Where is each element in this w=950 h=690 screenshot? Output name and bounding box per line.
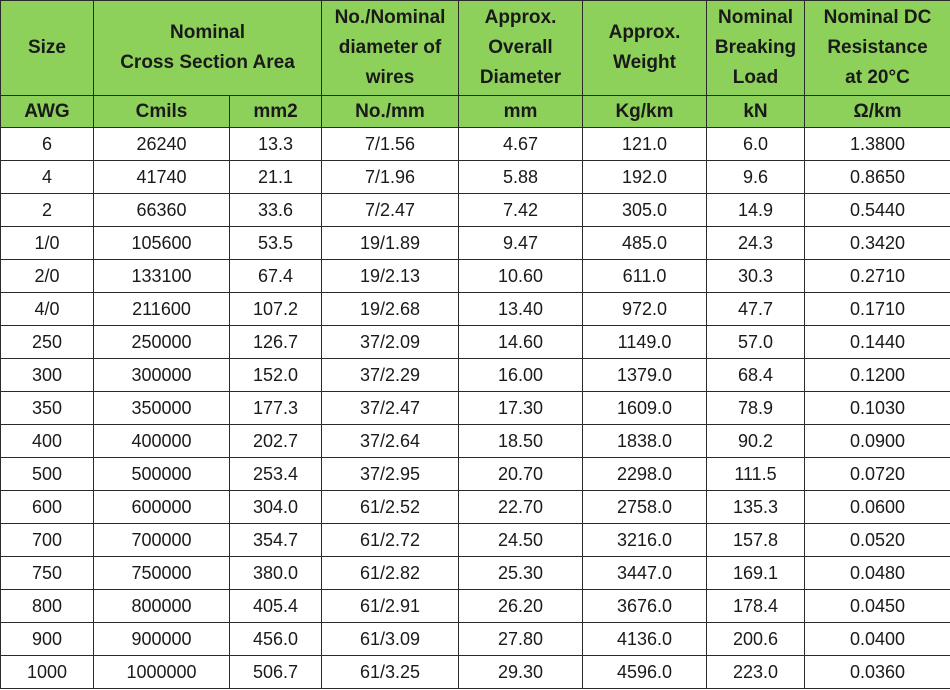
header-diameter-line-2: Overall [488,37,553,58]
cell-resistance: 0.0520 [805,524,950,557]
header-breaking-load [707,1,805,96]
cell-breaking-load: 47.7 [707,293,805,326]
table-row [1,227,950,260]
table-row [1,359,950,392]
cell-wires: 37/2.64 [322,425,459,458]
cell-size: 4 [1,161,94,194]
units-row [1,96,950,128]
cell-size: 1000 [1,656,94,689]
unit-ohm-km: Ω/km [805,96,950,128]
header-diameter-line-1: Approx. [484,7,557,28]
cell-weight: 4596.0 [583,656,707,689]
cell-diameter: 4.67 [459,128,583,161]
cell-cmils: 1000000 [94,656,230,689]
cell-cmils: 900000 [94,623,230,656]
cell-resistance: 0.8650 [805,161,950,194]
cell-wires: 19/2.13 [322,260,459,293]
cell-mm2: 380.0 [230,557,322,590]
table-row [1,524,950,557]
table-row [1,491,950,524]
cell-breaking-load: 24.3 [707,227,805,260]
header-resistance-line-2: Resistance [827,37,928,58]
cell-wires: 61/2.52 [322,491,459,524]
header-load-line-1: Nominal [718,7,793,28]
cell-resistance: 0.0360 [805,656,950,689]
cell-breaking-load: 57.0 [707,326,805,359]
header-cross-section-area [94,1,322,96]
cell-wires: 19/2.68 [322,293,459,326]
cell-diameter: 5.88 [459,161,583,194]
cell-breaking-load: 14.9 [707,194,805,227]
cell-breaking-load: 178.4 [707,590,805,623]
cell-cmils: 350000 [94,392,230,425]
cell-cmils: 250000 [94,326,230,359]
cell-size: 6 [1,128,94,161]
cell-mm2: 177.3 [230,392,322,425]
cell-breaking-load: 223.0 [707,656,805,689]
cell-mm2: 13.3 [230,128,322,161]
cell-weight: 3676.0 [583,590,707,623]
cell-breaking-load: 78.9 [707,392,805,425]
header-load-line-3: Load [732,67,779,88]
table-row [1,590,950,623]
table-row [1,656,950,689]
cell-size: 300 [1,359,94,392]
table-body [1,128,950,689]
cell-diameter: 7.42 [459,194,583,227]
cell-weight: 305.0 [583,194,707,227]
cell-breaking-load: 200.6 [707,623,805,656]
cell-wires: 61/2.72 [322,524,459,557]
cell-cmils: 800000 [94,590,230,623]
cell-diameter: 25.30 [459,557,583,590]
cell-size: 400 [1,425,94,458]
cell-resistance: 0.0600 [805,491,950,524]
header-wires-line-1: No./Nominal [334,7,446,28]
cell-wires: 37/2.47 [322,392,459,425]
cell-weight: 485.0 [583,227,707,260]
cell-wires: 37/2.95 [322,458,459,491]
cell-breaking-load: 169.1 [707,557,805,590]
cell-diameter: 13.40 [459,293,583,326]
cell-size: 700 [1,524,94,557]
table-row [1,161,950,194]
cell-mm2: 152.0 [230,359,322,392]
header-size-label: Size [27,37,67,58]
cell-diameter: 27.80 [459,623,583,656]
cell-cmils: 211600 [94,293,230,326]
cell-mm2: 253.4 [230,458,322,491]
cell-mm2: 354.7 [230,524,322,557]
cell-resistance: 0.1710 [805,293,950,326]
cell-size: 500 [1,458,94,491]
cell-mm2: 33.6 [230,194,322,227]
table-row [1,128,950,161]
cell-breaking-load: 90.2 [707,425,805,458]
table-row [1,326,950,359]
cell-weight: 3447.0 [583,557,707,590]
unit-kg-km: Kg/km [583,96,707,128]
cell-resistance: 0.1440 [805,326,950,359]
cell-wires: 7/1.96 [322,161,459,194]
cell-mm2: 107.2 [230,293,322,326]
cell-mm2: 202.7 [230,425,322,458]
cell-resistance: 0.5440 [805,194,950,227]
table-row [1,425,950,458]
cell-size: 750 [1,557,94,590]
cell-diameter: 17.30 [459,392,583,425]
table-row [1,194,950,227]
cell-size: 800 [1,590,94,623]
cell-weight: 611.0 [583,260,707,293]
header-diameter [459,1,583,96]
cell-resistance: 0.0720 [805,458,950,491]
cell-wires: 61/3.25 [322,656,459,689]
cell-mm2: 506.7 [230,656,322,689]
cell-diameter: 16.00 [459,359,583,392]
cell-diameter: 24.50 [459,524,583,557]
cell-cmils: 750000 [94,557,230,590]
cell-diameter: 26.20 [459,590,583,623]
cell-wires: 7/2.47 [322,194,459,227]
cell-wires: 7/1.56 [322,128,459,161]
cell-weight: 1838.0 [583,425,707,458]
cell-size: 1/0 [1,227,94,260]
cell-diameter: 9.47 [459,227,583,260]
unit-awg: AWG [1,96,94,128]
table-row [1,623,950,656]
cell-cmils: 700000 [94,524,230,557]
unit-kn: kN [707,96,805,128]
cell-breaking-load: 111.5 [707,458,805,491]
cell-cmils: 300000 [94,359,230,392]
cell-cmils: 41740 [94,161,230,194]
header-resistance [805,1,950,96]
table-row [1,557,950,590]
header-resistance-line-1: Nominal DC [823,7,932,28]
header-diameter-line-3: Diameter [479,67,562,88]
cell-mm2: 21.1 [230,161,322,194]
header-area-line-2: Cross Section Area [120,52,295,73]
header-size [1,1,94,96]
cell-breaking-load: 6.0 [707,128,805,161]
cell-breaking-load: 30.3 [707,260,805,293]
unit-cmils: Cmils [94,96,230,128]
cell-weight: 3216.0 [583,524,707,557]
header-row [1,1,950,96]
table-row [1,260,950,293]
table-row [1,293,950,326]
header-weight-line-1: Approx. [608,22,681,43]
table-row [1,392,950,425]
header-resistance-line-3: at 20°C [845,67,910,88]
cell-cmils: 600000 [94,491,230,524]
unit-no-mm: No./mm [322,96,459,128]
cell-resistance: 1.3800 [805,128,950,161]
cell-wires: 61/2.82 [322,557,459,590]
cell-size: 2/0 [1,260,94,293]
cell-cmils: 400000 [94,425,230,458]
cell-wires: 37/2.09 [322,326,459,359]
cell-cmils: 133100 [94,260,230,293]
cell-wires: 61/2.91 [322,590,459,623]
table-row [1,458,950,491]
cell-resistance: 0.1200 [805,359,950,392]
cell-size: 4/0 [1,293,94,326]
cell-weight: 192.0 [583,161,707,194]
cell-breaking-load: 157.8 [707,524,805,557]
cell-size: 350 [1,392,94,425]
cell-mm2: 53.5 [230,227,322,260]
header-wires [322,1,459,96]
cell-mm2: 304.0 [230,491,322,524]
unit-mm2: mm2 [230,96,322,128]
cell-cmils: 66360 [94,194,230,227]
cell-weight: 2758.0 [583,491,707,524]
header-wires-line-2: diameter of [338,37,442,58]
cell-diameter: 22.70 [459,491,583,524]
cell-resistance: 0.0450 [805,590,950,623]
cell-mm2: 67.4 [230,260,322,293]
cell-resistance: 0.1030 [805,392,950,425]
cell-weight: 972.0 [583,293,707,326]
cell-weight: 1379.0 [583,359,707,392]
cell-diameter: 20.70 [459,458,583,491]
header-wires-line-3: wires [365,67,415,88]
header-area-line-1: Nominal [170,22,245,43]
cell-size: 250 [1,326,94,359]
cell-resistance: 0.0400 [805,623,950,656]
cell-diameter: 10.60 [459,260,583,293]
header-load-line-2: Breaking [714,37,797,58]
cell-weight: 1149.0 [583,326,707,359]
cell-weight: 2298.0 [583,458,707,491]
cell-resistance: 0.3420 [805,227,950,260]
cell-breaking-load: 68.4 [707,359,805,392]
cell-cmils: 500000 [94,458,230,491]
cell-cmils: 26240 [94,128,230,161]
cell-resistance: 0.0900 [805,425,950,458]
cell-weight: 4136.0 [583,623,707,656]
cell-size: 600 [1,491,94,524]
cell-breaking-load: 9.6 [707,161,805,194]
cell-mm2: 456.0 [230,623,322,656]
cell-mm2: 126.7 [230,326,322,359]
cell-diameter: 14.60 [459,326,583,359]
cell-breaking-load: 135.3 [707,491,805,524]
unit-mm: mm [459,96,583,128]
cell-wires: 61/3.09 [322,623,459,656]
cell-diameter: 29.30 [459,656,583,689]
cell-wires: 37/2.29 [322,359,459,392]
header-weight [583,1,707,96]
cell-cmils: 105600 [94,227,230,260]
cell-size: 2 [1,194,94,227]
cell-mm2: 405.4 [230,590,322,623]
cell-resistance: 0.2710 [805,260,950,293]
cell-weight: 1609.0 [583,392,707,425]
cell-diameter: 18.50 [459,425,583,458]
cell-resistance: 0.0480 [805,557,950,590]
cell-size: 900 [1,623,94,656]
cell-weight: 121.0 [583,128,707,161]
header-weight-line-2: Weight [613,52,676,73]
cell-wires: 19/1.89 [322,227,459,260]
